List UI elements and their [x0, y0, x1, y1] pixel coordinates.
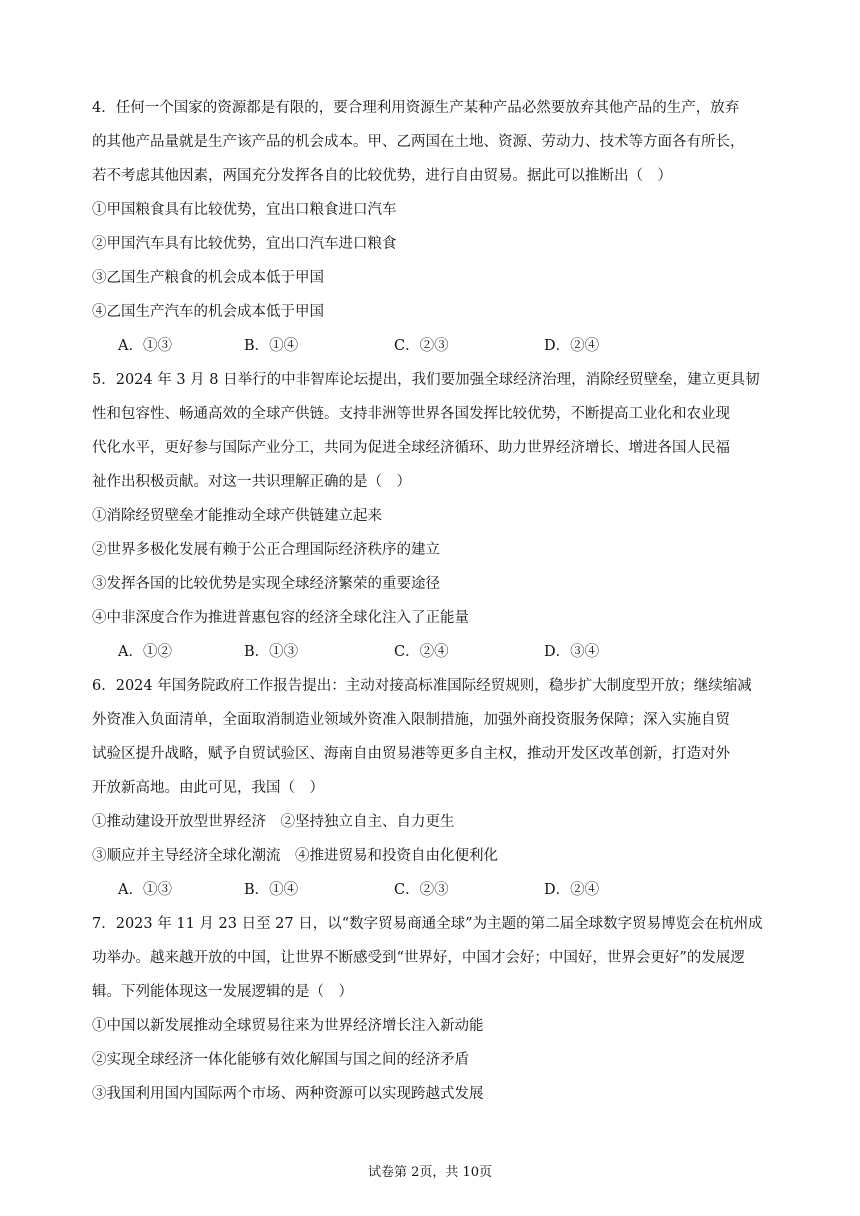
question-6-statements-1-2: ①推动建设开放型世界经济 ②坚持独立自主、自力更生 — [92, 814, 455, 830]
question-6-options — [118, 880, 758, 900]
question-6-option-d[interactable]: D．②④ — [544, 882, 600, 898]
question-5-stem-line-2: 性和包容性、畅通高效的全球产供链。支持非洲等世界各国发挥比较优势，不断提高工业化和农业现 — [92, 406, 730, 422]
question-5-stem-line-3: 代化水平，更好参与国际产业分工，共同为促进全球经济循环、助力世界经济增长、增进各国人民福 — [92, 440, 730, 456]
question-4-options — [118, 336, 758, 356]
question-4-statement-4: ④乙国生产汽车的机会成本低于甲国 — [92, 304, 324, 320]
question-4-option-a[interactable]: A．①③ — [118, 338, 172, 354]
question-7-statement-2: ②实现全球经济一体化能够有效化解国与国之间的经济矛盾 — [92, 1052, 469, 1068]
question-4-option-c[interactable]: C．②③ — [394, 338, 449, 354]
question-5-stem-line-1: 5．2024 年 3 月 8 日举行的中非智库论坛提出，我们要加强全球经济治理，消除经贸壁垒，建立更具韧 — [92, 372, 760, 388]
question-4-option-b[interactable]: B．①④ — [244, 338, 299, 354]
question-6-option-c[interactable]: C．②③ — [394, 882, 449, 898]
question-5-statement-1: ①消除经贸壁垒才能推动全球产供链建立起来 — [92, 508, 382, 524]
question-5-options — [118, 642, 758, 662]
question-7-stem-line-1: 7．2023 年 11 月 23 日至 27 日，以“数字贸易商通全球”为主题的第二届全球数字贸易博览会在杭州成 — [92, 916, 763, 932]
question-4-statement-3: ③乙国生产粮食的机会成本低于甲国 — [92, 270, 324, 286]
page-footer: 试卷第 2页，共 10页 — [367, 1165, 493, 1180]
question-5-statement-2: ②世界多极化发展有赖于公正合理国际经济秩序的建立 — [92, 542, 440, 558]
question-5-statement-4: ④中非深度合作为推进普惠包容的经济全球化注入了正能量 — [92, 610, 469, 626]
question-4-option-d[interactable]: D．②④ — [544, 338, 600, 354]
question-5-statement-3: ③发挥各国的比较优势是实现全球经济繁荣的重要途径 — [92, 576, 440, 592]
question-5-option-d[interactable]: D．③④ — [544, 644, 600, 660]
question-5-option-b[interactable]: B．①③ — [244, 644, 299, 660]
question-7-stem-line-3: 辑。下列能体现这一发展逻辑的是（ ） — [92, 984, 353, 1000]
question-6-stem-line-2: 外资准入负面清单，全面取消制造业领域外资准入限制措施，加强外商投资服务保障；深入实施自贸 — [92, 712, 730, 728]
question-6-stem-line-3: 试验区提升战略，赋予自贸试验区、海南自由贸易港等更多自主权，推动开发区改革创新，打造对外 — [92, 746, 730, 762]
question-7-stem-line-2: 功举办。越来越开放的中国，让世界不断感受到“世界好，中国才会好；中国好，世界会更好”的发展逻 — [92, 950, 745, 966]
question-5-option-c[interactable]: C．②④ — [394, 644, 449, 660]
question-4-stem-line-3: 若不考虑其他因素，两国充分发挥各自的比较优势，进行自由贸易。据此可以推断出（ ） — [92, 168, 672, 184]
question-4-statement-2: ②甲国汽车具有比较优势，宜出口汽车进口粮食 — [92, 236, 397, 252]
question-6-stem-line-4: 开放新高地。由此可见，我国（ ） — [92, 780, 324, 796]
question-6-statements-3-4: ③顺应并主导经济全球化潮流 ④推进贸易和投资自由化便利化 — [92, 848, 498, 864]
question-4-statement-1: ①甲国粮食具有比较优势，宜出口粮食进口汽车 — [92, 202, 397, 218]
question-5-option-a[interactable]: A．①② — [118, 644, 172, 660]
question-6-option-a[interactable]: A．①③ — [118, 882, 172, 898]
question-6-stem-line-1: 6．2024 年国务院政府工作报告提出：主动对接高标准国际经贸规则，稳步扩大制度型开放；继续缩减 — [92, 678, 752, 694]
question-7-statement-3: ③我国利用国内国际两个市场、两种资源可以实现跨越式发展 — [92, 1086, 484, 1102]
question-7-statement-1: ①中国以新发展推动全球贸易往来为世界经济增长注入新动能 — [92, 1018, 484, 1034]
question-4-stem-line-1: 4．任何一个国家的资源都是有限的，要合理利用资源生产某种产品必然要放弃其他产品的生产，放弃 — [92, 100, 740, 116]
question-6-option-b[interactable]: B．①④ — [244, 882, 299, 898]
question-5-stem-line-4: 祉作出积极贡献。对这一共识理解正确的是（ ） — [92, 474, 411, 490]
question-4-stem-line-2: 的其他产品量就是生产该产品的机会成本。甲、乙两国在土地、资源、劳动力、技术等方面各有所长， — [92, 134, 745, 150]
